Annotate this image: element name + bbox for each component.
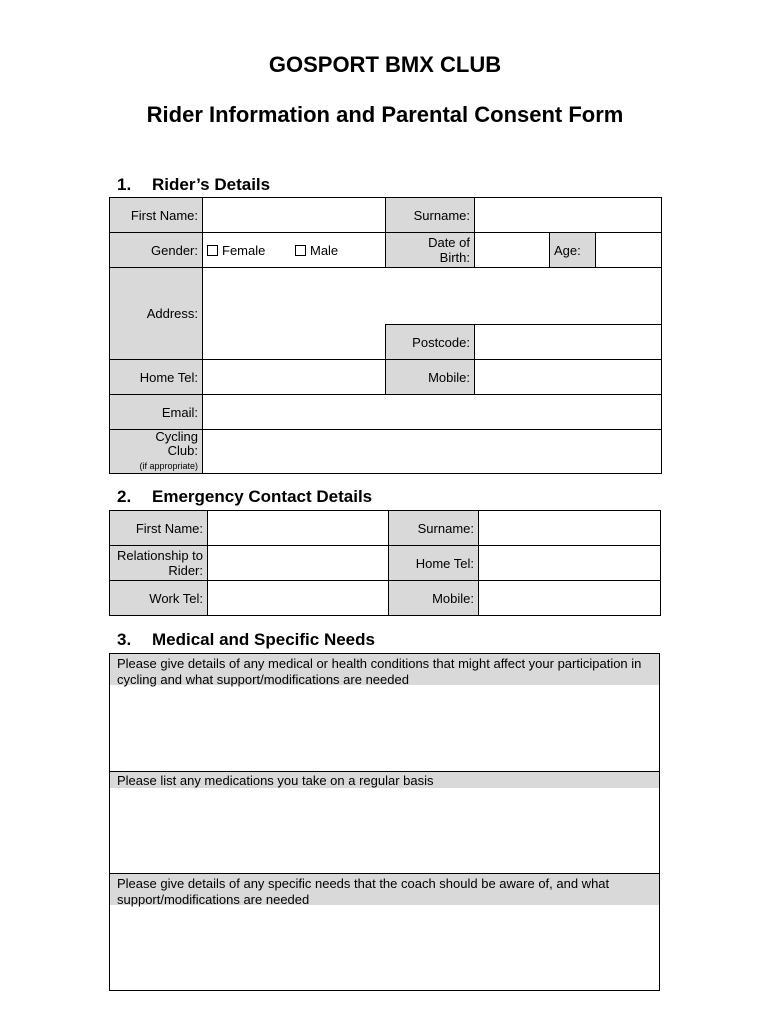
specific-needs-field[interactable] [110, 905, 659, 990]
club-name: GOSPORT BMX CLUB [268, 52, 502, 77]
specific-needs-box [109, 873, 660, 991]
rider-home-tel-field[interactable] [203, 360, 386, 395]
section-1-heading: 1. Rider’s Details [117, 175, 271, 194]
rider-surname-label: Surname: [386, 198, 475, 233]
emergency-home-tel-label: Home Tel: [389, 546, 479, 581]
dob-label: Date of Birth: [386, 233, 475, 268]
age-label: Age: [550, 233, 596, 268]
medications-field[interactable] [110, 788, 659, 873]
emergency-mobile-label: Mobile: [389, 581, 479, 616]
address-field-continued[interactable] [203, 325, 386, 360]
rider-home-tel-label: Home Tel: [110, 360, 203, 395]
emergency-contact-table [109, 510, 661, 616]
address-label: Address: [110, 268, 203, 360]
emergency-first-name-field[interactable] [208, 511, 389, 546]
emergency-mobile-field[interactable] [479, 581, 661, 616]
section-3-heading: 3. Medical and Specific Needs [117, 630, 375, 649]
section-2-heading: 2. Emergency Contact Details [117, 487, 373, 506]
female-option[interactable]: Female [207, 243, 265, 258]
riders-details-table [109, 197, 662, 474]
gender-options [203, 233, 386, 268]
rider-surname-field[interactable] [475, 198, 662, 233]
rider-first-name-field[interactable] [203, 198, 386, 233]
email-label: Email: [110, 395, 203, 430]
postcode-field[interactable] [475, 325, 662, 360]
cycling-club-label: Cycling Club: (if appropriate) [110, 430, 203, 474]
work-tel-field[interactable] [208, 581, 389, 616]
medical-conditions-field[interactable] [110, 685, 659, 771]
email-field[interactable] [203, 395, 662, 430]
relationship-field[interactable] [208, 546, 389, 581]
address-field[interactable] [203, 268, 662, 325]
rider-mobile-label: Mobile: [386, 360, 475, 395]
male-checkbox[interactable] [295, 245, 306, 256]
medications-box [109, 771, 660, 874]
age-field[interactable] [596, 233, 662, 268]
cycling-club-note: (if appropriate) [139, 461, 198, 471]
rider-mobile-field[interactable] [475, 360, 662, 395]
specific-needs-prompt: Please give details of any specific needs that the coach should be aware of, and what support/modifications are needed [110, 874, 659, 905]
cycling-club-field[interactable] [203, 430, 662, 474]
work-tel-label: Work Tel: [110, 581, 208, 616]
medical-conditions-box [109, 653, 660, 772]
gender-label: Gender: [110, 233, 203, 268]
medications-prompt: Please list any medications you take on a regular basis [110, 772, 659, 788]
emergency-home-tel-field[interactable] [479, 546, 661, 581]
emergency-first-name-label: First Name: [110, 511, 208, 546]
rider-first-name-label: First Name: [110, 198, 203, 233]
postcode-label: Postcode: [386, 325, 475, 360]
emergency-surname-field[interactable] [479, 511, 661, 546]
dob-field[interactable] [475, 233, 550, 268]
relationship-label: Relationship to Rider: [110, 546, 208, 581]
female-checkbox[interactable] [207, 245, 218, 256]
male-option[interactable]: Male [295, 243, 338, 258]
emergency-surname-label: Surname: [389, 511, 479, 546]
form-title: Rider Information and Parental Consent Form [146, 102, 624, 127]
medical-conditions-prompt: Please give details of any medical or health conditions that might affect your participation in cycling and what support/modifications are needed [110, 654, 659, 685]
